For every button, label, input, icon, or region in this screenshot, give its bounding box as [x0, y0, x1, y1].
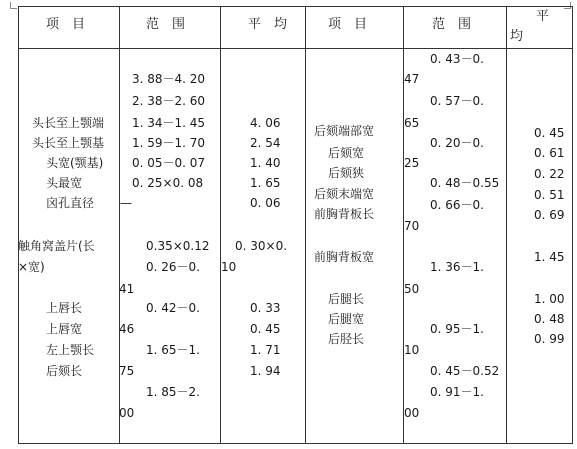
- left-range: 46: [119, 322, 135, 336]
- right-average: 0. 45: [534, 126, 565, 140]
- column-divider-2: [220, 6, 221, 444]
- right-range: 00: [404, 406, 420, 420]
- left-average: 1. 65: [250, 176, 281, 190]
- right-item: 后腿长: [328, 292, 365, 306]
- left-item: 后颏长: [46, 364, 83, 378]
- table-border-left: [18, 6, 19, 444]
- left-item: 触角窝盖片(长: [18, 239, 95, 253]
- header-average-right-2: 均: [510, 29, 524, 44]
- header-average-right-1: 平: [536, 9, 550, 24]
- right-range: 47: [404, 72, 420, 86]
- left-range: 10: [221, 260, 237, 274]
- corner-mark-top-left: [10, 2, 17, 9]
- left-average: 0. 06: [250, 196, 281, 210]
- right-range: 0. 66－0.: [430, 198, 484, 212]
- left-range: 0. 05－0. 07: [132, 156, 206, 170]
- left-range: 0. 25×0. 08: [132, 176, 204, 190]
- header-range-right: 范 围: [432, 17, 472, 32]
- right-item: 后颏宽: [328, 146, 365, 160]
- right-range: 0. 45－0.52: [430, 364, 500, 378]
- left-range: 00: [119, 406, 135, 420]
- header-divider: [18, 48, 573, 49]
- left-average: 2. 54: [250, 136, 281, 150]
- right-range: 0. 95－1.: [430, 322, 484, 336]
- right-item: 后胫长: [328, 332, 365, 346]
- column-divider-5: [506, 6, 507, 444]
- left-range: 0.35×0.12: [146, 239, 210, 253]
- left-average: 4. 06: [250, 116, 281, 130]
- left-item: 头宽(颚基): [46, 156, 104, 170]
- right-range: 1. 36－1.: [430, 260, 484, 274]
- right-range: 0. 20－0.: [430, 136, 484, 150]
- right-item: 后颏端部宽: [314, 124, 375, 138]
- right-item: 后腿宽: [328, 312, 365, 326]
- table-border-right: [572, 6, 573, 444]
- right-range: 0. 57－0.: [430, 94, 484, 108]
- right-average: 0. 61: [534, 146, 565, 160]
- left-item: ×宽): [18, 260, 45, 274]
- right-average: 0. 99: [534, 332, 565, 346]
- right-range: 25: [404, 156, 420, 170]
- left-range: 1. 85－2.: [146, 385, 200, 399]
- header-item-left: 项 目: [46, 17, 86, 32]
- right-item: 前胸背板宽: [314, 250, 375, 264]
- table-border-bottom: [18, 443, 573, 444]
- column-divider-3: [305, 6, 306, 444]
- right-range: 50: [404, 282, 420, 296]
- left-range: 1. 59－1. 70: [132, 136, 206, 150]
- left-average: 1. 40: [250, 156, 281, 170]
- right-item: 后颏狭: [328, 166, 365, 180]
- left-average: 0. 45: [250, 322, 281, 336]
- left-item: 囟孔直径: [46, 196, 95, 210]
- right-range: 70: [404, 219, 420, 233]
- right-average: 0. 69: [534, 208, 565, 222]
- left-range: 75: [119, 364, 135, 378]
- right-average: 0. 22: [534, 167, 565, 181]
- left-range: 2. 38－2. 60: [132, 94, 206, 108]
- left-range: 1. 65－1.: [146, 343, 200, 357]
- left-range: 0. 26－0.: [146, 260, 200, 274]
- left-item: 头长至上颚基: [32, 136, 105, 150]
- left-item: 头长至上颚端: [32, 116, 105, 130]
- left-range: 3. 88－4. 20: [132, 72, 206, 86]
- left-item: 上唇宽: [46, 322, 83, 336]
- header-average-left: 平 均: [248, 17, 288, 32]
- left-item: 上唇长: [46, 301, 83, 315]
- right-item: 后颏末端宽: [314, 187, 375, 201]
- right-range: 10: [404, 343, 420, 357]
- left-range: —: [120, 196, 132, 210]
- left-item: 左上颚长: [46, 343, 95, 357]
- right-item: 前胸背板长: [314, 207, 375, 221]
- right-range: 0. 43－0.: [430, 52, 484, 66]
- left-average: 1. 94: [250, 364, 281, 378]
- header-range-left: 范 围: [146, 17, 186, 32]
- column-divider-1: [119, 6, 120, 444]
- left-average: 0. 30×0.: [235, 239, 288, 253]
- left-item: 头最宽: [46, 176, 83, 190]
- right-average: 0. 48: [534, 312, 565, 326]
- right-range: 65: [404, 116, 420, 130]
- right-range: 0. 48－0.55: [430, 176, 500, 190]
- table-border-top: [18, 6, 573, 7]
- right-average: 0. 51: [534, 188, 565, 202]
- right-average: 1. 00: [534, 292, 565, 306]
- left-range: 41: [119, 282, 135, 296]
- left-range: 0. 42－0.: [146, 301, 200, 315]
- left-average: 0. 33: [250, 301, 281, 315]
- header-item-right: 项 目: [328, 17, 368, 32]
- left-range: 1. 34－1. 45: [132, 116, 206, 130]
- right-average: 1. 45: [534, 250, 565, 264]
- right-range: 0. 91－1.: [430, 385, 484, 399]
- left-average: 1. 71: [250, 343, 281, 357]
